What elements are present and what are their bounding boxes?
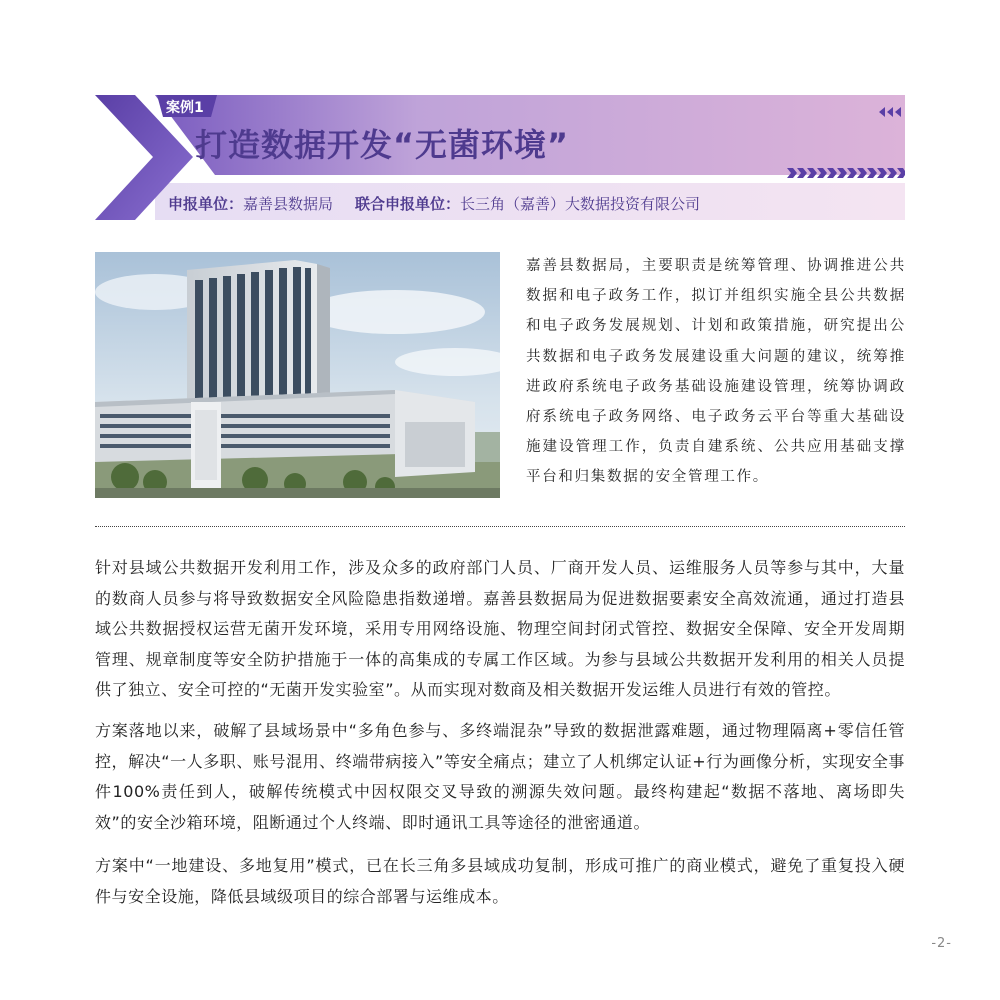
page-number: -2- — [931, 936, 952, 951]
applicant-label: 申报单位： — [168, 195, 244, 213]
page-title: 打造数据开发“无菌环境” — [195, 126, 570, 164]
body-paragraph-2: 方案落地以来，破解了县域场景中“多角色参与、多终端混杂”导致的数据泄露难题，通过物理隔离+零信任管控，解决“一人多职、账号混用、终端带病接入”等安全痛点；建立了人机绑定认证+行为画像分析，实现安全事件100%责任到人，破解传统模式中因权限交叉导致的溯源失效问题。最终构建起“数据不落地、离场即失效”的安全沙箱环境，阻断通过个人终端、即时通讯工具等途径的泄密通道。 — [95, 721, 905, 832]
joint-applicant-label: 联合申报单位： — [355, 195, 461, 213]
case-tag: 案例1 — [166, 100, 204, 116]
body-paragraph-3: 方案中“一地建设、多地复用”模式，已在长三角多县域成功复制，形成可推广的商业模式，避免了重复投入硬件与安全设施，降低县域级项目的综合部署与运维成本。 — [95, 856, 905, 906]
applicant-line — [168, 193, 700, 214]
body-paragraph-1: 针对县域公共数据开发利用工作，涉及众多的政府部门人员、厂商开发人员、运维服务人员等参与其中，大量的数商人员参与将导致数据安全风险隐患指数递增。嘉善县数据局为促进数据要素安全高效流通，通过打造县域公共数据授权运营无菌开发环境，采用专用网络设施、物理空间封闭式管控、数据安全保障、安全开发周期管理、规章制度等安全防护措施于一体的高集成的专属工作区域。为参与县域公共数据开发利用的相关人员提供了独立、安全可控的“无菌开发实验室”。从而实现对数商及相关数据开发运维人员进行有效的管控。 — [95, 558, 905, 700]
applicant-value: 嘉善县数据局 — [243, 195, 334, 213]
dotted-divider — [95, 526, 905, 527]
joint-applicant-value: 长三角（嘉善）大数据投资有限公司 — [460, 195, 701, 213]
intro-text: 嘉善县数据局，主要职责是统筹管理、协调推进公共数据和电子政务工作，拟订并组织实施全县公共数据和电子政务发展规划、计划和政策措施，研究提出公共数据和电子政务发展建设重大问题的建议，统筹推进政府系统电子政务基础设施建设管理，统筹协调政府系统电子政务网络、电子政务云平台等重大基础设施建设管理工作，负责自建系统、公共应用基础支撑平台和归集数据的安全管理工作。 — [526, 258, 906, 486]
building-photo — [95, 252, 500, 498]
